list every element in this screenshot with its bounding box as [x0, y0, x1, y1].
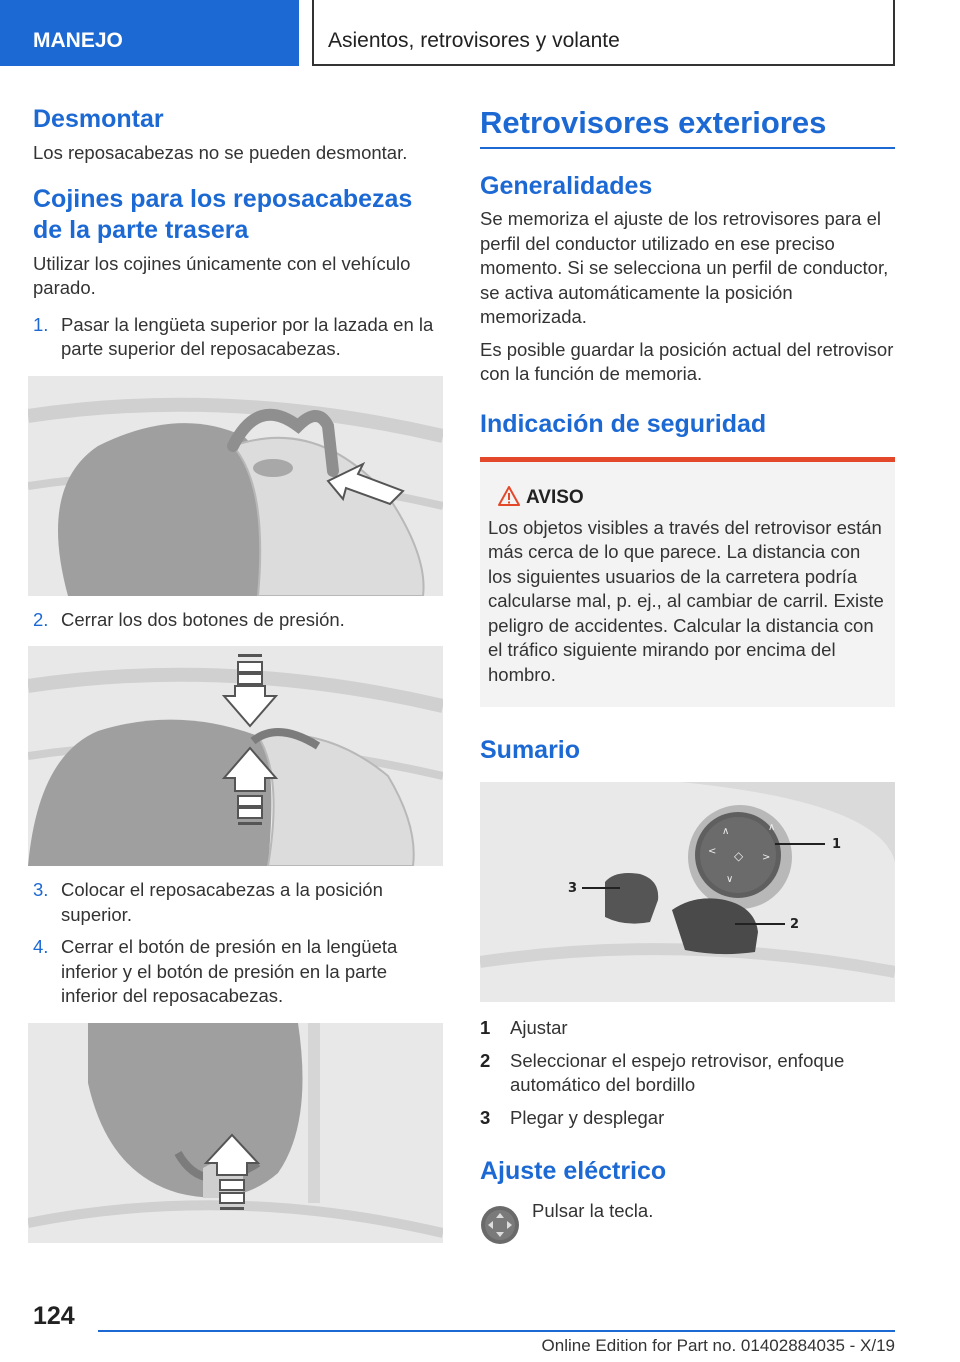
paragraph-generalidades-2: Es posible guardar la posición actual del retrovisor con la función de memoria. — [480, 338, 894, 384]
page-header — [0, 0, 960, 66]
warning-box — [480, 457, 895, 708]
heading-seguridad: Indicación de seguridad — [480, 409, 767, 438]
step-number: 2. — [33, 608, 49, 630]
warning-text: Los objetos visibles a través del retrovisor están más cerca de lo que parece. La distancia con los siguientes usuarios de la carretera podría calcularse mal, p. ej., al cambiar de carril. Existe peligro de accidentes. Calcular la distancia con el tráfico siguiente mirando por encima del hombro. — [488, 516, 884, 685]
step-1 — [33, 313, 443, 362]
step-text: Pasar la lengüeta superior por la lazada en la parte superior del reposacabezas. — [61, 313, 434, 359]
figure-headrest-loop — [28, 376, 443, 596]
step-number: 3. — [33, 879, 49, 900]
legend-item-3 — [480, 1106, 895, 1131]
heading-ajuste: Ajuste eléctrico — [480, 1157, 667, 1185]
footer-rule — [98, 1330, 895, 1332]
heading-rule — [480, 147, 895, 149]
callout-1: 1 — [832, 837, 842, 852]
paragraph-cojines: Utilizar los cojines únicamente con el vehículo parado. — [33, 252, 411, 298]
legend-number: 3 — [480, 1106, 491, 1128]
step-2 — [33, 608, 443, 633]
step-text: Colocar el reposacabezas a la posición superior. — [61, 879, 383, 925]
step-number: 4. — [33, 936, 49, 957]
svg-text:∧: ∧ — [768, 822, 776, 833]
right-column — [480, 100, 895, 1247]
step-4 — [33, 935, 443, 1009]
legend-item-1 — [480, 1016, 895, 1041]
legend-item-2 — [480, 1049, 895, 1098]
step-3 — [33, 878, 443, 927]
left-column — [33, 100, 443, 1243]
figure-snap-buttons — [28, 646, 443, 866]
legend-text: Seleccionar el espejo retrovisor, enfoque automático del bordillo — [510, 1049, 845, 1095]
svg-text:◇: ◇ — [734, 849, 744, 863]
page-number: 124 — [33, 1302, 75, 1330]
legend-number: 1 — [480, 1017, 491, 1038]
legend-text: Plegar y desplegar — [510, 1106, 665, 1128]
heading-desmontar: Desmontar — [33, 105, 164, 133]
ajuste-row — [480, 1199, 895, 1247]
figure-lower-snap — [28, 1023, 443, 1243]
svg-text:<: < — [708, 846, 717, 857]
svg-text:>: > — [762, 852, 771, 863]
paragraph-desmontar: Los reposacabezas no se pueden desmontar. — [33, 142, 408, 163]
step-number: 1. — [33, 313, 49, 335]
svg-text:∧: ∧ — [722, 826, 730, 837]
step-text: Cerrar el botón de presión en la lengüeta inferior y el botón de presión en la parte inferior del reposacabezas. — [61, 936, 398, 1006]
step-text: Cerrar los dos botones de presión. — [61, 608, 345, 630]
warning-title: AVISO — [526, 486, 584, 508]
heading-sumario: Sumario — [480, 736, 581, 764]
chapter-title: Asientos, retrovisores y volante — [312, 0, 895, 66]
paragraph-generalidades-1: Se memoriza el ajuste de los retrovisores para el perfil del conductor utilizado en ese preciso momento. Si se selecciona un perfil de conductor, se activa automáticamente la posición memorizada. — [480, 208, 889, 327]
footer-edition: Online Edition for Part no. 01402884035 - X/19 — [541, 1336, 895, 1355]
callout-3: 3 — [568, 881, 578, 896]
legend-text: Ajustar — [510, 1017, 568, 1038]
heading-cojines: Cojines para los reposacabezas de la parte trasera — [33, 184, 413, 244]
figure-mirror-controls — [480, 782, 895, 1002]
callout-2: 2 — [790, 917, 800, 932]
heading-retrovisores: Retrovisores exteriores — [480, 105, 827, 140]
paragraph-ajuste: Pulsar la tecla. — [532, 1200, 654, 1221]
heading-generalidades: Generalidades — [480, 172, 653, 200]
joystick-button-icon — [480, 1205, 520, 1250]
legend-number: 2 — [480, 1049, 491, 1071]
warning-triangle-icon — [498, 486, 520, 515]
warning-header — [488, 484, 887, 512]
svg-text:∨: ∨ — [726, 874, 734, 885]
section-label: MANEJO — [0, 0, 299, 66]
